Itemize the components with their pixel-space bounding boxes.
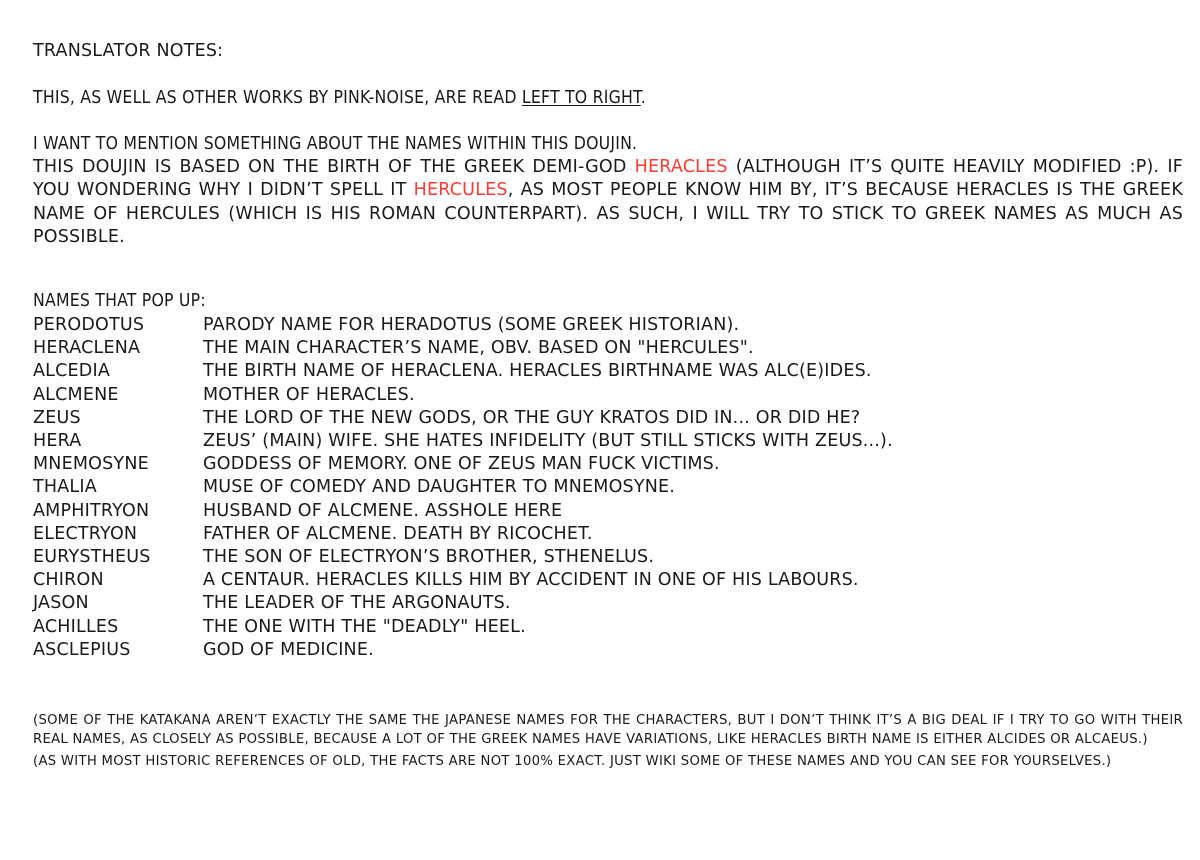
page-title: TRANSLATOR NOTES:: [33, 41, 224, 61]
name-cell: MNEMOSYNE: [33, 454, 149, 475]
reading-direction-note-post: .: [640, 87, 646, 108]
name-cell: ASCLEPIUS: [33, 639, 131, 660]
desc-cell: GOD OF MEDICINE.: [203, 639, 374, 660]
names-paragraph-part2: (ALTHOUGH IT’S QUITE HEAVILY MODIFIED :P). IF YOU WONDERING WHY I DIDN’T SPELL IT: [33, 156, 1183, 200]
table-row: [33, 360, 893, 383]
name-cell: JASON: [33, 593, 89, 614]
name-cell: ALCEDIA: [33, 361, 111, 382]
table-row: [33, 453, 893, 476]
spacer: [33, 702, 1183, 712]
name-cell: CHIRON: [33, 570, 104, 591]
name-cell: AMPHITRYON: [33, 500, 150, 521]
desc-cell: PARODY NAME FOR HERADOTUS (SOME GREEK HISTORIAN).: [203, 315, 740, 335]
name-cell: THALIA: [33, 477, 97, 498]
names-paragraph: [33, 156, 1183, 250]
hercules-highlight: HERCULES: [413, 180, 508, 200]
name-cell: ELECTRYON: [33, 523, 138, 544]
desc-cell: THE LORD OF THE NEW GODS, OR THE GUY KRATOS DID IN... OR DID HE?: [203, 407, 861, 428]
desc-cell: GODDESS OF MEMORY. ONE OF ZEUS MAN FUCK VICTIMS.: [203, 454, 720, 475]
table-row: [33, 337, 893, 360]
name-cell: ACHILLES: [33, 616, 119, 637]
heracles-highlight: HERACLES: [634, 156, 728, 177]
names-intro-line: I WANT TO MENTION SOMETHING ABOUT THE NAMES WITHIN THIS DOUJIN.: [33, 134, 638, 154]
names-section-heading: NAMES THAT POP UP:: [33, 290, 206, 311]
footnote-historic-accuracy: (AS WITH MOST HISTORIC REFERENCES OF OLD, THE FACTS ARE NOT 100% EXACT. JUST WIKI SOME OF THESE NAMES AND YOU CAN SEE FOR YOURSELVES.): [33, 754, 1112, 770]
name-cell: EURYSTHEUS: [33, 547, 151, 568]
table-row: [33, 384, 893, 407]
desc-cell: THE LEADER OF THE ARGONAUTS.: [203, 593, 511, 614]
names-table: [33, 314, 893, 662]
table-row: [33, 476, 893, 499]
desc-cell: FATHER OF ALCMENE. DEATH BY RICOCHET.: [203, 523, 593, 544]
desc-cell: ZEUS’ (MAIN) WIFE. SHE HATES INFIDELITY (BUT STILL STICKS WITH ZEUS...).: [203, 431, 893, 452]
name-cell: ALCMENE: [33, 384, 119, 405]
table-row: [33, 523, 893, 546]
desc-cell: THE SON OF ELECTRYON’S BROTHER, STHENELUS.: [203, 547, 655, 568]
table-row: [33, 500, 893, 523]
reading-direction-note: [33, 87, 1183, 110]
document-content: [33, 40, 1183, 772]
spacer: [33, 63, 1183, 87]
desc-cell: MUSE OF COMEDY AND DAUGHTER TO MNEMOSYNE.: [203, 477, 676, 498]
desc-cell: THE BIRTH NAME OF HERACLENA. HERACLES BIRTHNAME WAS ALC(E)IDES.: [203, 361, 872, 382]
table-row: [33, 314, 893, 337]
names-paragraph-part3: , AS MOST PEOPLE KNOW HIM BY, IT’S BECAUSE HERACLES IS THE GREEK NAME OF HERCULES (WHICH IS HIS ROMAN COUNTERPART). AS SUCH, I WILL TRY TO STICK TO GREEK NAMES AS MUCH AS POSSIBLE.: [33, 180, 1183, 247]
footnote-katakana: (SOME OF THE KATAKANA AREN’T EXACTLY THE SAME THE JAPANESE NAMES FOR THE CHARACTERS, BUT I DON’T THINK IT’S A BIG DEAL IF I TRY TO GO WITH THEIR REAL NAMES, AS CLOSELY AS POSSIBLE, BECAUSE A LOT OF THE GREEK NAMES HAVE VARIATIONS, LIKE HERACLES BIRTH NAME IS EITHER ALCIDES OR ALCAEUS.): [33, 713, 1183, 747]
spacer: [33, 662, 1183, 702]
table-row: [33, 592, 893, 615]
spacer: [33, 109, 1183, 133]
table-row: [33, 616, 893, 639]
name-cell: HERACLENA: [33, 338, 141, 359]
desc-cell: MOTHER OF HERACLES.: [203, 384, 415, 405]
table-row: [33, 639, 893, 662]
table-row: [33, 407, 893, 430]
table-row: [33, 569, 893, 592]
names-table-body: [33, 314, 893, 662]
reading-direction-emphasis: LEFT TO RIGHT: [521, 87, 641, 108]
name-cell: HERA: [33, 431, 82, 452]
name-cell: ZEUS: [33, 407, 81, 428]
reading-direction-note-pre: THIS, AS WELL AS OTHER WORKS BY PINK-NOISE, ARE READ: [33, 87, 522, 108]
desc-cell: HUSBAND OF ALCMENE. ASSHOLE HERE: [203, 500, 563, 521]
table-row: [33, 546, 893, 569]
spacer: [33, 250, 1183, 290]
desc-cell: A CENTAUR. HERACLES KILLS HIM BY ACCIDENT IN ONE OF HIS LABOURS.: [203, 570, 859, 591]
desc-cell: THE ONE WITH THE "DEADLY" HEEL.: [203, 616, 526, 637]
name-cell: PERODOTUS: [33, 315, 145, 335]
names-paragraph-part1: THIS DOUJIN IS BASED ON THE BIRTH OF THE GREEK DEMI-GOD: [33, 156, 635, 177]
desc-cell: THE MAIN CHARACTER’S NAME, OBV. BASED ON "HERCULES".: [203, 338, 754, 359]
table-row: [33, 430, 893, 453]
